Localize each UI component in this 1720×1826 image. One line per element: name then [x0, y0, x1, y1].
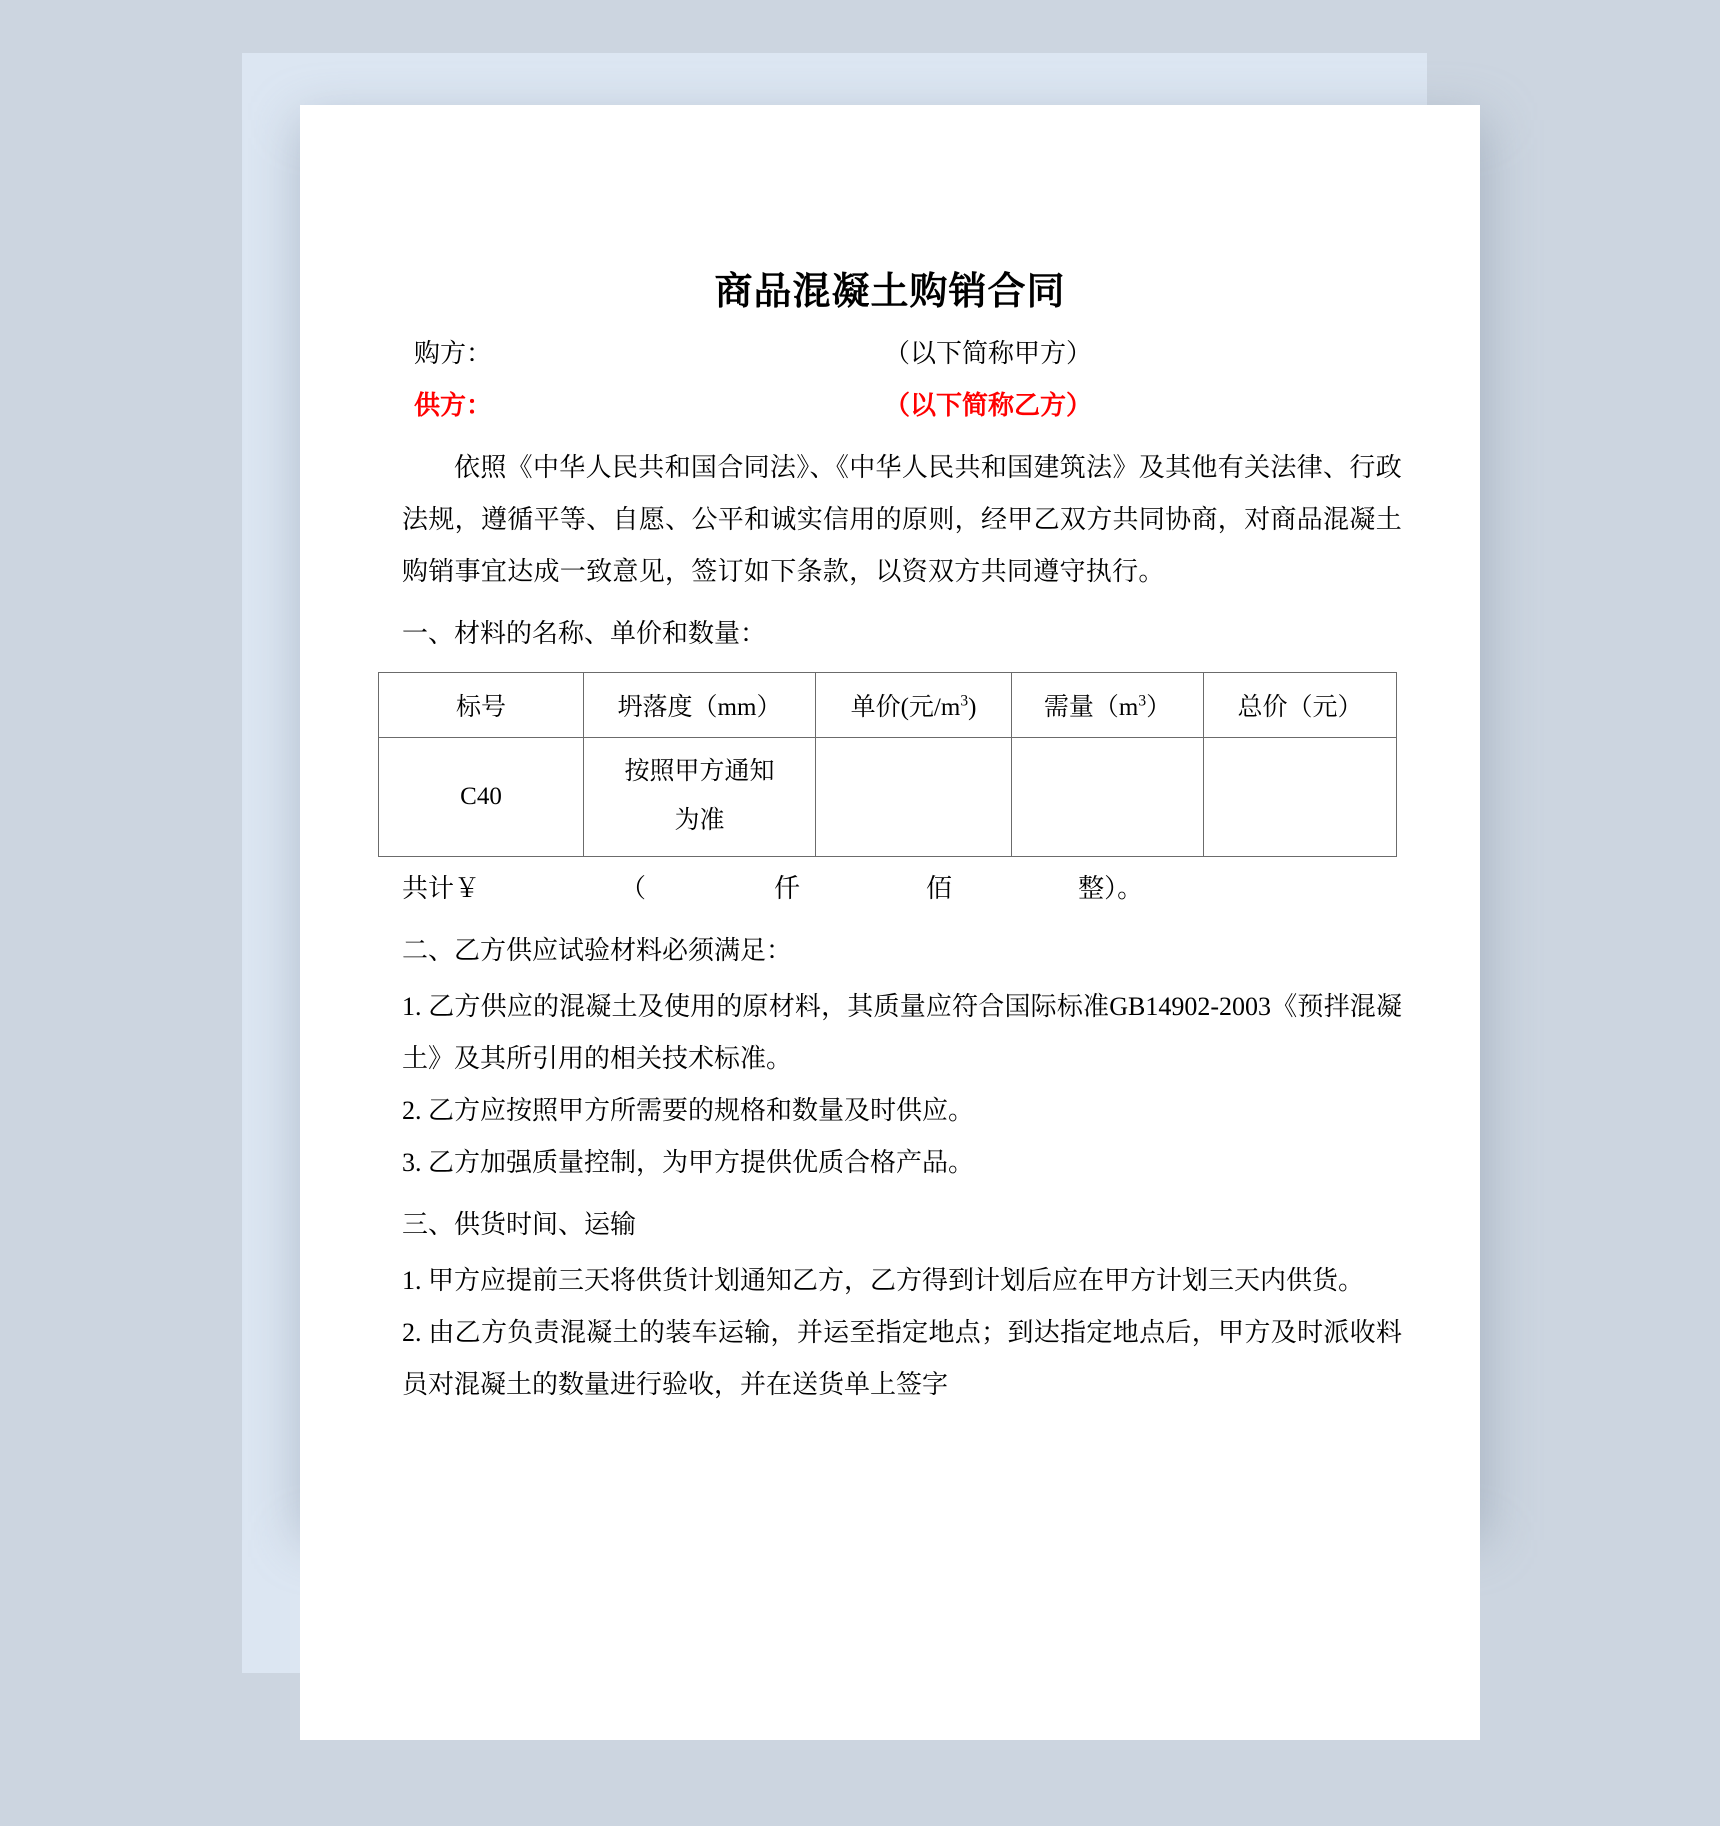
page-content	[300, 105, 1480, 1740]
buyer-alias-note: （以下简称甲方）	[884, 338, 1093, 368]
list-item: 3. 乙方加强质量控制，为甲方提供优质合格产品。	[402, 1148, 975, 1178]
list-item: 1. 乙方供应的混凝土及使用的原材料，其质量应符合国际标准GB14902-2003《预拌混凝土》及其所引用的相关技术标准。	[402, 992, 1402, 1074]
document-page[interactable]	[300, 105, 1480, 1740]
buyer-label: 购方：	[414, 338, 493, 368]
preamble-paragraph: 依照《中华人民共和国合同法》、《中华人民共和国建筑法》及其他有关法律、行政法规，遵循平等、自愿、公平和诚实信用的原则，经甲乙双方共同协商，对商品混凝土购销事宜达成一致意见，签订如下条款，以资双方共同遵守执行。	[402, 453, 1402, 587]
materials-table	[378, 672, 1397, 857]
section-requirements-heading: 二、乙方供应试验材料必须满足：	[402, 936, 793, 966]
section-delivery	[378, 1199, 1402, 1411]
total-open-paren: （	[620, 874, 647, 904]
list-item: 2. 乙方应按照甲方所需要的规格和数量及时供应。	[402, 1096, 975, 1126]
cell-slump-line1: 按照甲方通知	[624, 758, 775, 786]
col-header-grade: 标号	[379, 673, 584, 738]
total-amount-line	[378, 863, 1402, 915]
cell-slump	[584, 738, 816, 857]
col-header-quantity: 需量$(m^3)$	[1012, 673, 1204, 738]
cell-unit-price	[816, 738, 1012, 857]
list-item: 2. 由乙方负责混凝土的装车运输，并运至指定地点；到达指定地点后，甲方及时派收料员对混凝土的数量进行验收，并在送货单上签字	[402, 1318, 1402, 1400]
list-item: 1. 甲方应提前三天将供货计划通知乙方，乙方得到计划后应在甲方计划三天内供货。	[402, 1266, 1365, 1296]
supplier-label: 供方：	[414, 390, 493, 420]
section-materials	[378, 608, 1402, 915]
total-unit-qian: 仟	[774, 874, 801, 904]
section-material-requirements	[378, 925, 1402, 1189]
col-header-unit-price: 单价(元$/m^3$)	[816, 673, 1012, 738]
cell-total-price	[1204, 738, 1397, 857]
total-unit-bai: 佰	[926, 874, 953, 904]
total-unit-zheng: 整）。	[1078, 874, 1144, 904]
table-header-row	[379, 673, 1397, 738]
col-header-slump: 坍落度（mm）	[584, 673, 816, 738]
document-title: 商品混凝土购销合同	[714, 271, 1066, 313]
supplier-line	[378, 386, 1402, 426]
buyer-line	[378, 334, 1402, 374]
preamble-block	[378, 442, 1402, 598]
cell-quantity	[1012, 738, 1204, 857]
cell-grade: C40	[379, 738, 584, 857]
cell-slump-line2: 为准	[674, 807, 725, 835]
supplier-alias-note: （以下简称乙方）	[884, 390, 1093, 420]
total-prefix: 共计￥	[402, 874, 481, 904]
section-materials-heading: 一、材料的名称、单价和数量：	[402, 619, 767, 649]
col-header-total-price: 总价（元）	[1204, 673, 1397, 738]
table-row	[379, 738, 1397, 857]
section-delivery-heading: 三、供货时间、运输	[402, 1210, 637, 1240]
